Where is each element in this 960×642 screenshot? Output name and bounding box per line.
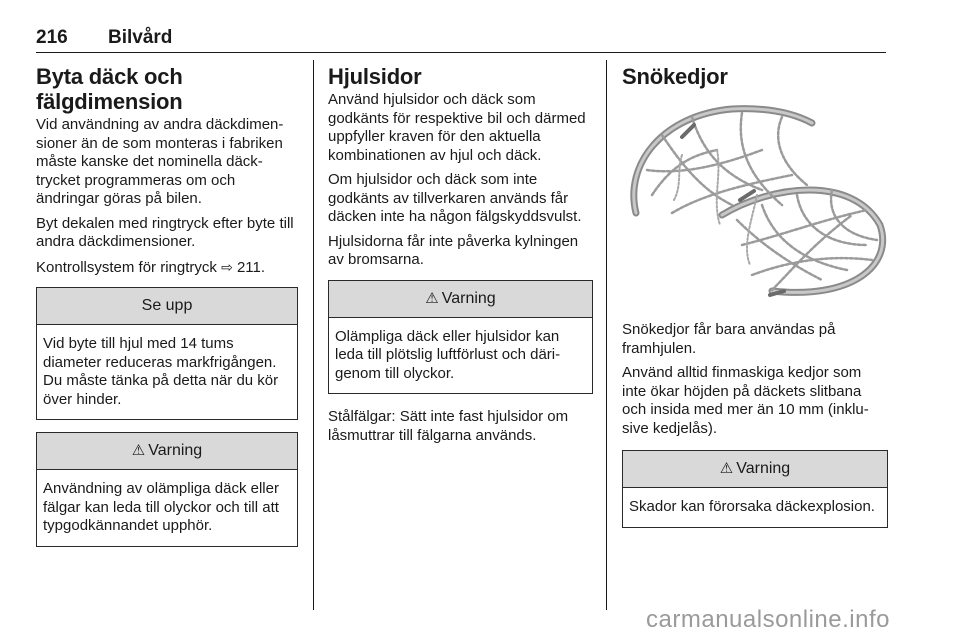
reference-text: Kontrollsystem för ringtryck (36, 258, 217, 276)
column-divider (313, 60, 314, 610)
snow-chains-icon (622, 95, 888, 309)
warning-box-body: Skador kan förorsaka däckexplosion. (629, 498, 875, 515)
chapter-title: Bilvård (108, 27, 173, 48)
warning-label: Varning (148, 442, 203, 459)
section-heading: Hjulsidor (328, 64, 422, 89)
warning-triangle-icon: ⚠ (719, 460, 734, 477)
warning-label: Varning (736, 460, 791, 477)
paragraph-with-reference (36, 258, 298, 278)
column-tire-change (36, 64, 298, 547)
warning-box-body: Användning av olämpliga däck eller fälgar kan leda till olyckor och till att typgodkännandet upphör. (43, 480, 279, 534)
arrow-reference-icon: ⇨ (221, 258, 233, 275)
warning-box-title (37, 433, 297, 470)
warning-box (622, 450, 888, 528)
page-header (36, 26, 886, 53)
section-heading: Byta däck och fälgdimension (36, 64, 183, 114)
column-wheel-covers (328, 64, 593, 451)
warning-box (328, 280, 593, 395)
warning-box-title (329, 281, 592, 318)
paragraph: Snökedjor får bara användas på framhjulen. (622, 321, 836, 357)
paragraph: Använd hjulsidor och däck som godkänts för respektive bil och därmed uppfyller kraven för den aktuella kombinationen av hjul och däck. (328, 91, 586, 164)
warning-label: Varning (441, 289, 496, 307)
paragraph: Stålfälgar: Sätt inte fast hjulsidor om låsmuttrar till fälgarna används. (328, 408, 569, 444)
caution-box-title: Se upp (37, 288, 297, 325)
column-divider (606, 60, 607, 610)
caution-box-body: Vid byte till hjul med 14 tums diameter reduceras markfrigången. Du måste tänka på detta när du kör över hinder. (43, 335, 279, 408)
column-snow-chains (622, 64, 888, 528)
warning-box-title (623, 451, 887, 488)
paragraph: Om hjulsidor och däck som inte godkänts av tillverkaren används får däcken inte ha någon fälgskyddsvulst. (328, 171, 582, 225)
warning-triangle-icon: ⚠ (425, 289, 439, 307)
paragraph: Byt dekalen med ringtryck efter byte till andra däckdimensioner. (36, 214, 294, 250)
paragraph: Vid användning av andra däckdimensioner än de som monteras i fabriken måste kanske det nominella däcktrycket programmeras om och ändringar göras på bilen. (36, 116, 284, 207)
caution-box (36, 287, 298, 420)
paragraph: Hjulsidorna får inte påverka kylningen av bromsarna. (328, 232, 579, 268)
warning-box-body: Olämpliga däck eller hjulsidor kan leda till plötslig luftförlust och därigenom till olyckor. (335, 327, 561, 382)
section-heading: Snökedjor (622, 64, 728, 89)
reference-page-link[interactable]: 211. (236, 258, 266, 276)
watermark: carmanualsonline.info (646, 606, 890, 633)
snow-chains-illustration (622, 95, 888, 309)
warning-box (36, 432, 298, 547)
warning-triangle-icon: ⚠ (131, 442, 146, 459)
paragraph: Använd alltid finmaskiga kedjor som inte ökar höjden på däckets slitbana och insida med mer än 10 mm (inklusive kedjelås). (622, 364, 869, 437)
page-number: 216 (36, 27, 68, 48)
